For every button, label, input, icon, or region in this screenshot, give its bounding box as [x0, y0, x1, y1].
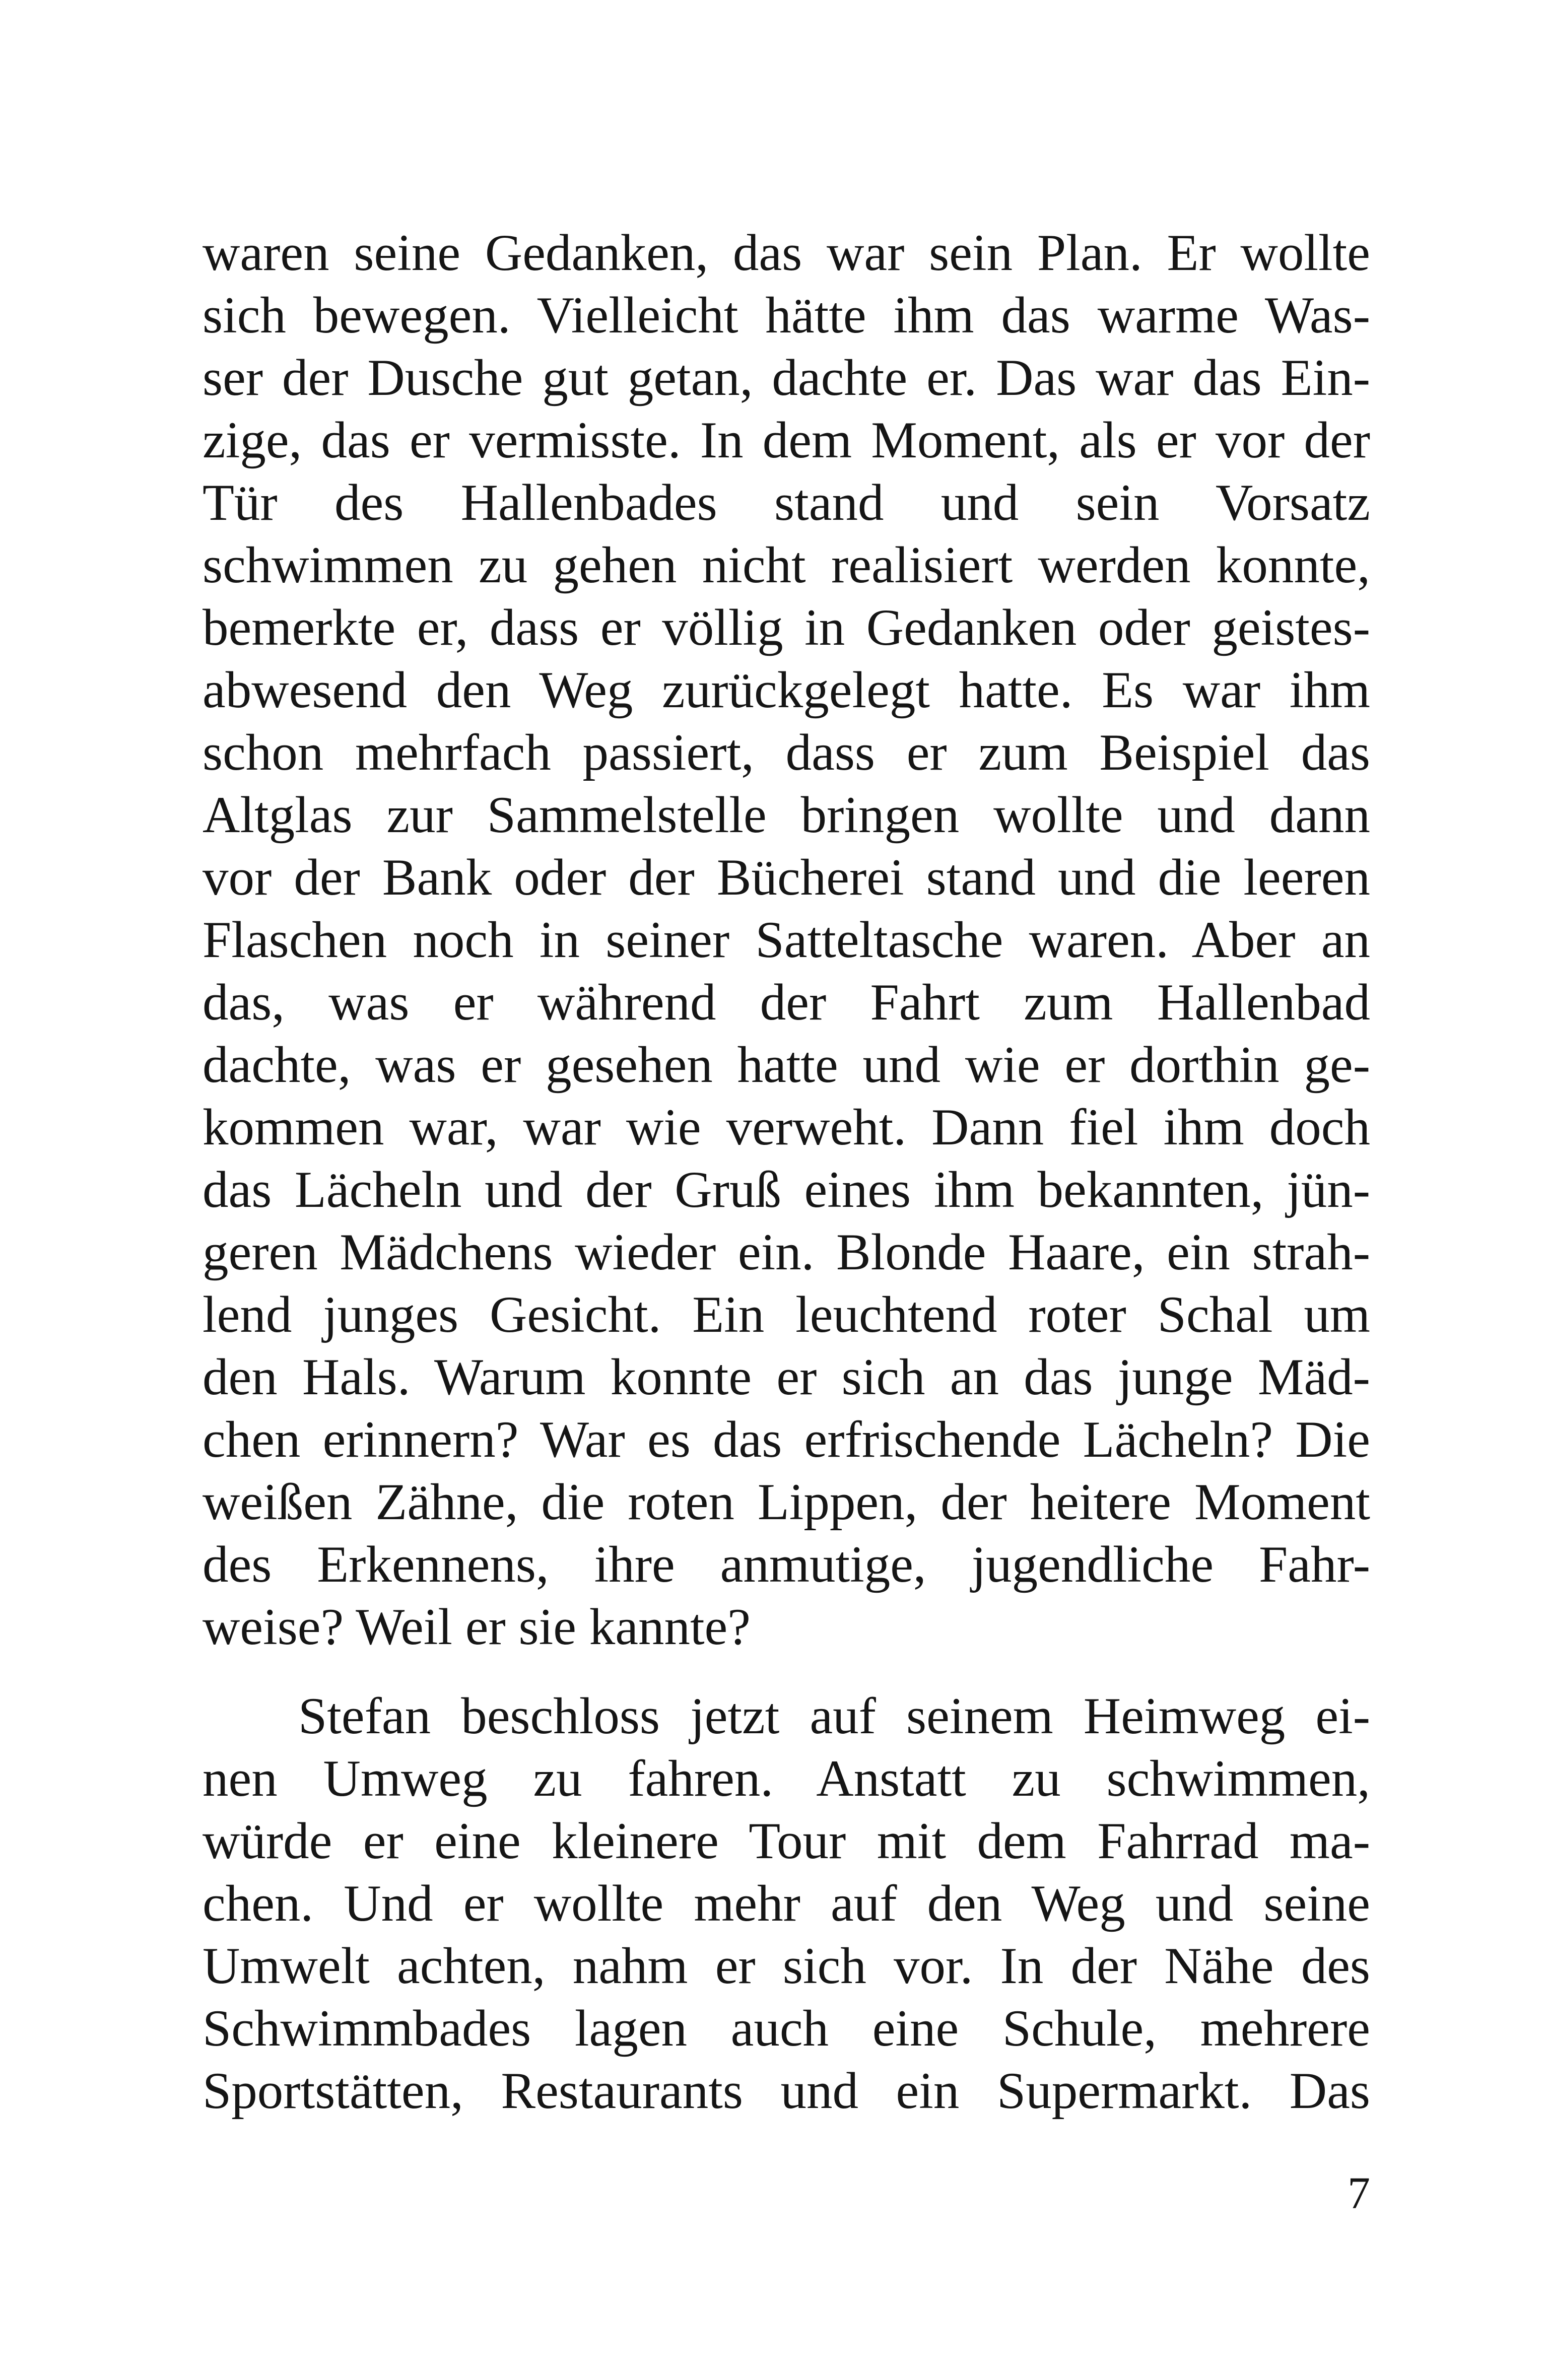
text-line: abwesend den Weg zurückgelegt hatte. Es war ihm	[203, 661, 1370, 719]
text-line: sich bewegen. Vielleicht hätte ihm das warme Was-	[203, 287, 1370, 344]
text-line: des Erkennens, ihre anmutige, jugendliche Fahr-	[203, 1536, 1370, 1593]
text-line: dachte, was er gesehen hatte und wie er dorthin ge-	[203, 1036, 1370, 1094]
text-line: chen erinnern? War es das erfrischende Lächeln? Die	[203, 1411, 1370, 1468]
text-line: kommen war, war wie verweht. Dann fiel ihm doch	[203, 1099, 1370, 1156]
text-line: weißen Zähne, die roten Lippen, der heitere Moment	[203, 1473, 1370, 1531]
text-line: würde er eine kleinere Tour mit dem Fahrrad ma-	[203, 1812, 1370, 1870]
text-line: ser der Dusche gut getan, dachte er. Das war das Ein-	[203, 349, 1370, 406]
text-line: Stefan beschloss jetzt auf seinem Heimweg ei-	[298, 1687, 1370, 1745]
text-line: bemerkte er, dass er völlig in Gedanken oder geistes-	[203, 599, 1370, 656]
text-line: Altglas zur Sammelstelle bringen wollte und dann	[203, 786, 1370, 844]
text-line: waren seine Gedanken, das war sein Plan. Er wollte	[203, 224, 1370, 282]
page-number: 7	[1348, 2168, 1370, 2218]
text-line: Umwelt achten, nahm er sich vor. In der Nähe des	[203, 1937, 1370, 1995]
text-line: das, was er während der Fahrt zum Hallenbad	[203, 974, 1370, 1031]
text-line: Schwimmbades lagen auch eine Schule, mehrere	[203, 2000, 1370, 2057]
text-line: zige, das er vermisste. In dem Moment, als er vor der	[203, 412, 1370, 469]
text-line: weise? Weil er sie kannte?	[203, 1598, 751, 1656]
text-line: schwimmen zu gehen nicht realisiert werden konnte,	[203, 536, 1370, 594]
text-line: vor der Bank oder der Bücherei stand und die leeren	[203, 849, 1370, 906]
paragraph	[203, 222, 1370, 1658]
paragraph	[203, 1685, 1370, 2122]
text-line: nen Umweg zu fahren. Anstatt zu schwimmen,	[203, 1750, 1370, 1807]
text-line: lend junges Gesicht. Ein leuchtend roter Schal um	[203, 1286, 1370, 1343]
text-line: geren Mädchens wieder ein. Blonde Haare, ein strah-	[203, 1223, 1370, 1281]
text-line: das Lächeln und der Gruß eines ihm bekannten, jün-	[203, 1161, 1370, 1218]
text-line: Tür des Hallenbades stand und sein Vorsatz	[203, 474, 1370, 531]
text-line: Flaschen noch in seiner Satteltasche waren. Aber an	[203, 911, 1370, 969]
text-line: schon mehrfach passiert, dass er zum Beispiel das	[203, 724, 1370, 781]
text-line: Sportstätten, Restaurants und ein Supermarkt. Das	[203, 2062, 1370, 2120]
text-line: chen. Und er wollte mehr auf den Weg und seine	[203, 1875, 1370, 1932]
text-line: den Hals. Warum konnte er sich an das junge Mäd-	[203, 1348, 1370, 1406]
